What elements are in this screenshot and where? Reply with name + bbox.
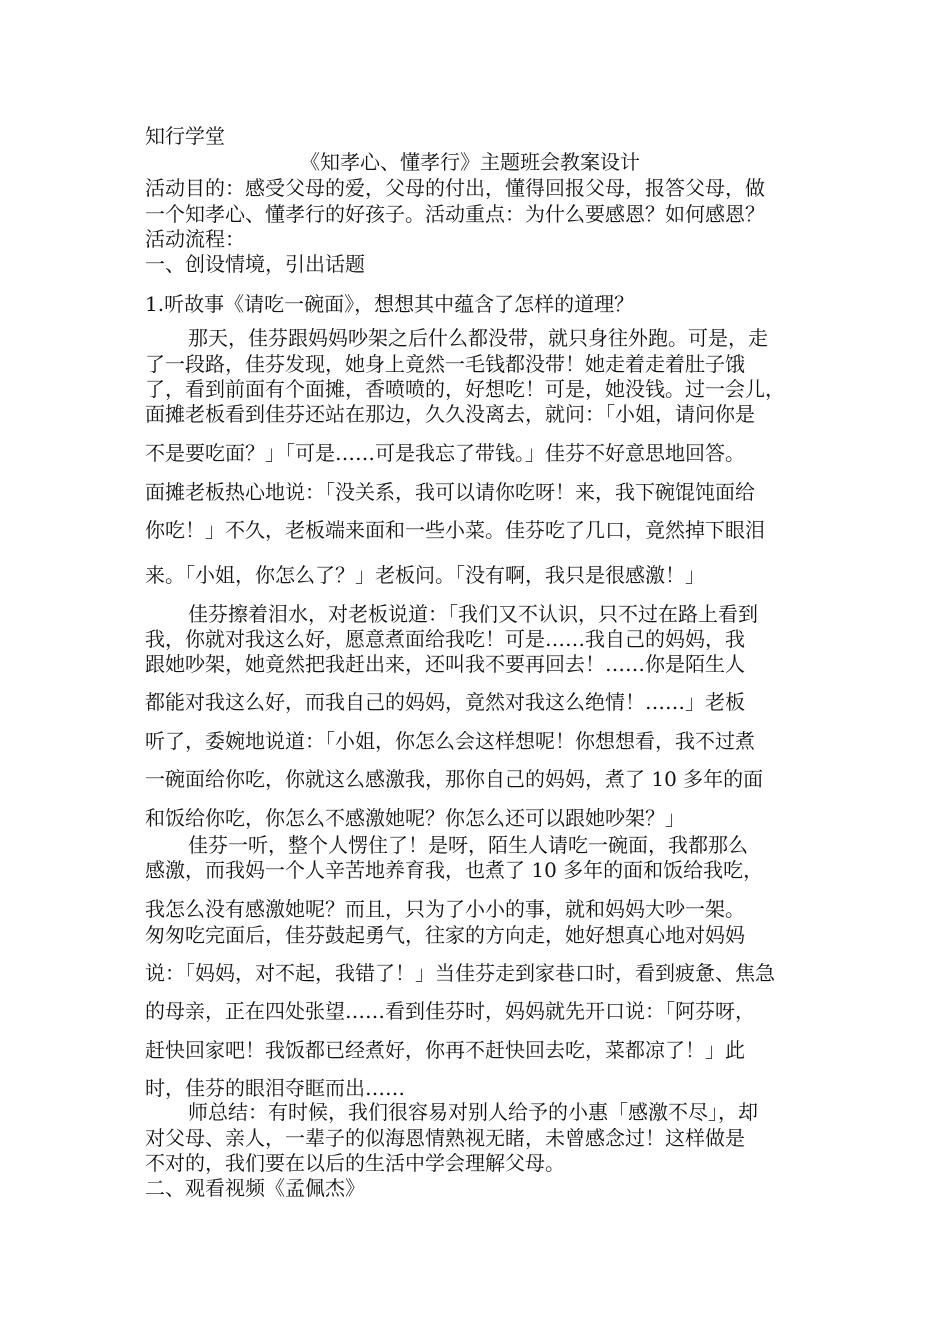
story-line: 都能对我这么好，而我自己的妈妈，竟然对我这么绝情！……」老板 bbox=[145, 690, 745, 714]
story-line: 跟她吵架，她竟然把我赶出来，还叫我不要再回去！……你是陌生人 bbox=[145, 652, 745, 676]
section-heading: 二、观看视频《孟佩杰》 bbox=[145, 1176, 365, 1200]
summary-line: 不对的，我们要在以后的生活中学会理解父母。 bbox=[145, 1151, 565, 1175]
document-title: 《知孝心、懂孝行》主题班会教案设计 bbox=[300, 150, 640, 174]
intro-line: 一个知孝心、懂孝行的好孩子。活动重点：为什么要感恩？如何感恩？ bbox=[145, 202, 765, 226]
story-line: 感激，而我妈一个人辛苦地养育我，也煮了 10 多年的面和饭给我吃， bbox=[145, 858, 764, 882]
story-line: 佳芬擦着泪水，对老板说道：「我们又不认识，只不过在路上看到 bbox=[188, 602, 758, 626]
story-line: 说：「妈妈，对不起，我错了！」当佳芬走到家巷口时，看到疲惫、焦急 bbox=[145, 961, 775, 985]
story-line: 听了，委婉地说道：「小姐，你怎么会这样想呢！你想想看，我不过煮 bbox=[145, 729, 755, 753]
story-line: 一碗面给你吃，你就这么感激我，那你自己的妈妈，煮了 10 多年的面 bbox=[145, 767, 764, 791]
story-line: 的母亲，正在四处张望……看到佳芬时，妈妈就先开口说：「阿芬呀， bbox=[145, 999, 755, 1023]
story-line: 面摊老板看到佳芬还站在那边，久久没离去，就问：「小姐，请问你是 bbox=[145, 402, 755, 426]
story-line: 我，你就对我这么好，愿意煮面给我吃！可是……我自己的妈妈，我 bbox=[145, 627, 745, 651]
story-line: 了，看到前面有个面摊，香喷喷的，好想吃！可是，她没钱。过一会儿， bbox=[145, 377, 785, 401]
story-line: 那天，佳芬跟妈妈吵架之后什么都没带，就只身往外跑。可是，走 bbox=[188, 326, 768, 350]
story-line: 和饭给你吃，你怎么不感激她呢？你怎么还可以跟她吵架？」 bbox=[145, 806, 685, 830]
header-text: 知行学堂 bbox=[145, 124, 225, 148]
intro-line: 活动流程： bbox=[145, 227, 245, 251]
intro-line: 活动目的：感受父母的爱，父母的付出，懂得回报父母，报答父母，做 bbox=[145, 176, 765, 200]
story-line: 匆匆吃完面后，佳芬鼓起勇气，往家的方向走，她好想真心地对妈妈 bbox=[145, 923, 745, 947]
story-line: 了一段路，佳芬发现，她身上竟然一毛钱都没带！她走着走着肚子饿 bbox=[145, 352, 745, 376]
story-line: 时，佳芬的眼泪夺眶而出…… bbox=[145, 1076, 405, 1100]
story-line: 佳芬一听，整个人愣住了！是呀，陌生人请吃一碗面，我都那么 bbox=[188, 833, 748, 857]
summary-line: 对父母、亲人，一辈子的似海恩情熟视无睹，未曾感念过！这样做是 bbox=[145, 1126, 745, 1150]
story-line: 不是要吃面？」「可是……可是我忘了带钱。」佳芬不好意思地回答。 bbox=[145, 441, 745, 465]
summary-line: 师总结：有时候，我们很容易对别人给予的小惠「感激不尽」，却 bbox=[188, 1100, 758, 1124]
section-heading: 一、创设情境，引出话题 bbox=[145, 252, 365, 276]
story-line: 来。「小姐，你怎么了？」老板问。「没有啊，我只是很感激！」 bbox=[145, 563, 705, 587]
item-heading: 1.听故事《请吃一碗面》，想想其中蕴含了怎样的道理？ bbox=[145, 292, 635, 316]
story-line: 你吃！」不久，老板端来面和一些小菜。佳芬吃了几口，竟然掉下眼泪 bbox=[145, 518, 765, 542]
story-line: 面摊老板热心地说：「没关系，我可以请你吃呀！来，我下碗馄饨面给 bbox=[145, 480, 755, 504]
story-line: 我怎么没有感激她呢？而且，只为了小小的事，就和妈妈大吵一架。 bbox=[145, 897, 745, 921]
story-line: 赶快回家吧！我饭都已经煮好，你再不赶快回去吃，菜都凉了！」此 bbox=[145, 1038, 745, 1062]
